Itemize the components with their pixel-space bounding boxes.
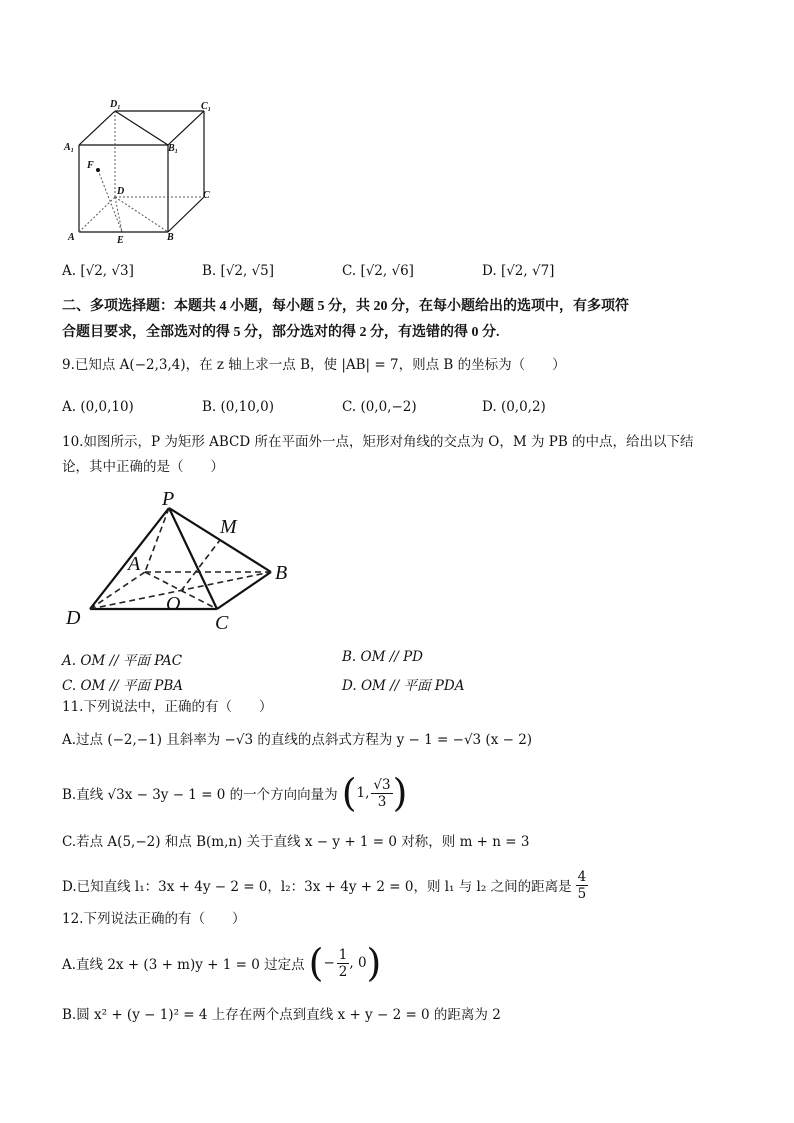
option-text: (0,10,0) <box>220 399 274 415</box>
q8-option-d[interactable] <box>482 263 554 279</box>
fraction <box>576 869 589 902</box>
point-tail: , 0 <box>349 955 367 971</box>
q10-stem-line2: 论，其中正确的是（ ） <box>62 459 224 475</box>
option-key: A. <box>62 653 77 669</box>
option-text: (0,0,2) <box>500 399 546 415</box>
label-P: P <box>162 488 175 510</box>
section-heading-line2: 合题目要求，全部选对的得 5 分，部分选对的得 2 分，有选错的得 0 分. <box>62 325 500 340</box>
option-key: B. <box>202 399 217 415</box>
label-D: D <box>117 186 125 197</box>
q9-stem: 9.已知点 A(−2,3,4)，在 z 轴上求一点 B，使 |AB| = 7，则点 B 的坐标为（ ） <box>62 357 566 373</box>
fraction-numerator: √3 <box>373 776 391 793</box>
option-text: [√2, √3] <box>80 263 134 279</box>
fraction-denominator: 3 <box>377 793 387 810</box>
q11-option-c[interactable]: C.若点 A(5,−2) 和点 B(m,n) 关于直线 x − y + 1 = 0 对称，则 m + n = 3 <box>62 834 530 850</box>
label-A: A <box>68 232 75 243</box>
q10-option-c[interactable] <box>62 674 183 694</box>
option-key: D. <box>342 678 357 694</box>
q11-option-a[interactable]: A.过点 (−2,−1) 且斜率为 −√3 的直线的点斜式方程为 y − 1 = −√3 (x − 2) <box>62 732 533 748</box>
q8-option-b[interactable] <box>202 263 274 279</box>
q12-option-b[interactable]: B.圆 x² + (y − 1)² = 4 上存在两个点到直线 x + y − 2 = 0 的距离为 2 <box>62 1007 501 1023</box>
label-M: M <box>220 516 237 538</box>
vector-first: 1, <box>356 785 370 801</box>
option-key: A. <box>62 263 77 279</box>
option-key: B. <box>342 649 357 665</box>
paren-right: ) <box>366 941 382 985</box>
q12-option-a[interactable] <box>62 938 381 988</box>
option-text: OM // 平面 PDA <box>360 678 465 694</box>
label-A: A <box>128 553 141 575</box>
section-heading-line1: 二、多项选择题：本题共 4 小题，每小题 5 分，共 20 分，在每小题给出的选项中，有多项符 <box>62 299 629 314</box>
option-text: [√2, √7] <box>500 263 555 279</box>
label-C1: C₁ <box>201 101 212 112</box>
q12-stem: 12.下列说法正确的有（ ） <box>62 911 246 927</box>
paren-right: ) <box>392 771 408 815</box>
label-C: C <box>215 612 229 634</box>
q9-option-d[interactable] <box>482 399 546 415</box>
cube-figure <box>60 95 230 250</box>
minus-sign: − <box>323 955 335 971</box>
option-text: D.已知直线 l₁：3x + 4y − 2 = 0，l₂：3x + 4y + 2 = 0，则 l₁ 与 l₂ 之间的距离是 <box>62 879 572 895</box>
fraction <box>337 947 350 980</box>
paren-left: ( <box>341 771 357 815</box>
fraction-numerator: 4 <box>577 868 587 885</box>
q10-option-b[interactable] <box>342 649 423 665</box>
fraction-numerator: 1 <box>338 946 348 963</box>
label-D1: D₁ <box>110 99 121 110</box>
option-text: OM // 平面 PAC <box>80 653 183 669</box>
pyramid-figure <box>62 488 302 638</box>
option-text: (0,0,−2) <box>360 399 417 415</box>
label-A1: A₁ <box>64 142 75 153</box>
q11-option-d[interactable] <box>62 865 588 905</box>
fraction-denominator: 5 <box>577 885 587 902</box>
label-B: B <box>167 232 174 243</box>
q10-option-d[interactable] <box>342 674 464 694</box>
q11-option-b[interactable] <box>62 767 407 819</box>
option-text: [√2, √6] <box>360 263 414 279</box>
label-O: O <box>166 593 181 615</box>
option-text: B.直线 √3x − 3y − 1 = 0 的一个方向向量为 <box>62 787 338 803</box>
option-text: A.直线 2x + (3 + m)y + 1 = 0 过定点 <box>62 957 305 973</box>
label-B: B <box>275 562 288 584</box>
label-B1: B₁ <box>168 143 179 154</box>
option-key: B. <box>202 263 217 279</box>
option-key: A. <box>62 399 77 415</box>
label-C: C <box>203 190 210 201</box>
option-key: C. <box>342 263 357 279</box>
label-D: D <box>66 607 81 629</box>
option-key: C. <box>342 399 357 415</box>
q10-stem-line1: 10.如图所示，P 为矩形 ABCD 所在平面外一点，矩形对角线的交点为 O，M 为 PB 的中点，给出以下结 <box>62 434 694 450</box>
option-text: [√2, √5] <box>220 263 275 279</box>
q9-option-b[interactable] <box>202 399 274 415</box>
option-key: D. <box>482 263 497 279</box>
option-key: D. <box>482 399 497 415</box>
label-E: E <box>117 235 124 246</box>
q9-option-c[interactable] <box>342 399 417 415</box>
q8-option-c[interactable] <box>342 263 414 279</box>
option-text: OM // 平面 PBA <box>80 678 184 694</box>
q9-option-a[interactable] <box>62 399 134 415</box>
option-text: (0,0,10) <box>80 399 134 415</box>
q8-option-a[interactable] <box>62 263 134 279</box>
option-key: C. <box>62 678 77 694</box>
label-F: F <box>87 160 94 171</box>
paren-left: ( <box>308 941 324 985</box>
fraction-denominator: 2 <box>338 963 348 980</box>
q10-option-a[interactable] <box>62 649 182 669</box>
fraction <box>371 777 392 810</box>
option-text: OM // PD <box>360 649 423 665</box>
q11-stem: 11.下列说法中，正确的有（ ） <box>62 699 273 715</box>
